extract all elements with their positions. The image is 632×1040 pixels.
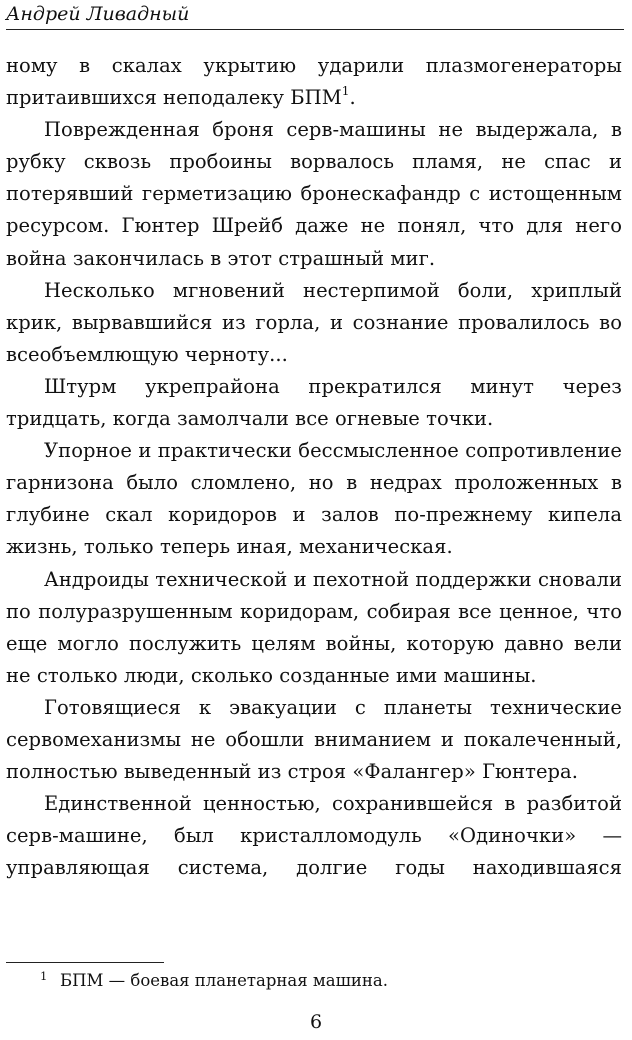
paragraph-3: Несколько мгновений нестерпимой боли, хриплый крик, вырвавшийся из горла, и сознание провалилось во всеобъемлющую черноту... <box>6 278 622 366</box>
paragraph-1-end: . <box>349 86 356 110</box>
paragraph-1-text: ному в скалах укрытию ударили плазмогенераторы притаившихся неподалеку БПМ <box>6 54 622 110</box>
paragraph-4: Штурм укрепрайона прекратился минут через тридцать, когда замолчали все огневые точки. <box>6 374 622 431</box>
footnote-reference: 1 <box>341 84 350 99</box>
running-header <box>6 0 626 32</box>
paragraph-8: Единственной ценностью, сохранившейся в разбитой серв-машине, был кристалломодуль «Одиночки» — управляющая система, долгие годы находившаяся <box>6 792 622 880</box>
body-text <box>6 50 622 884</box>
page-number: 6 <box>309 1011 323 1033</box>
paragraph-2: Поврежденная броня серв-машины не выдержала, в рубку сквозь пробоины ворвалось пламя, не спас и потерявший герметизацию бронескафандр с истощенным ресурсом. Гюнтер Шрейб даже не понял, что для него война закончилась в этот страшный миг. <box>6 118 622 270</box>
header-rule <box>6 29 624 30</box>
footnote-text: БПМ — боевая планетарная машина. <box>60 971 388 990</box>
paragraph-5: Упорное и практически бессмысленное сопротивление гарнизона было сломлено, но в недрах проложенных в глубине скал коридоров и залов по-прежнему кипела жизнь, только теперь иная, механическая. <box>6 439 622 559</box>
header-author: Андрей Ливадный <box>6 3 190 25</box>
footnote-rule <box>6 962 164 963</box>
paragraph-1 <box>6 50 622 114</box>
paragraph-7: Готовящиеся к эвакуации с планеты технические сервомеханизмы не обошли вниманием и покалеченный, полностью выведенный из строя «Фалангер» Гюнтера. <box>6 695 622 784</box>
footnote: 1 БПМ — боевая планетарная машина. <box>40 969 388 990</box>
paragraph-6: Андроиды технической и пехотной поддержки сновали по полуразрушенным коридорам, собирая все ценное, что еще могло послужить целям войны, которую давно вели не столько люди, сколько созданные ими машины. <box>6 567 622 687</box>
